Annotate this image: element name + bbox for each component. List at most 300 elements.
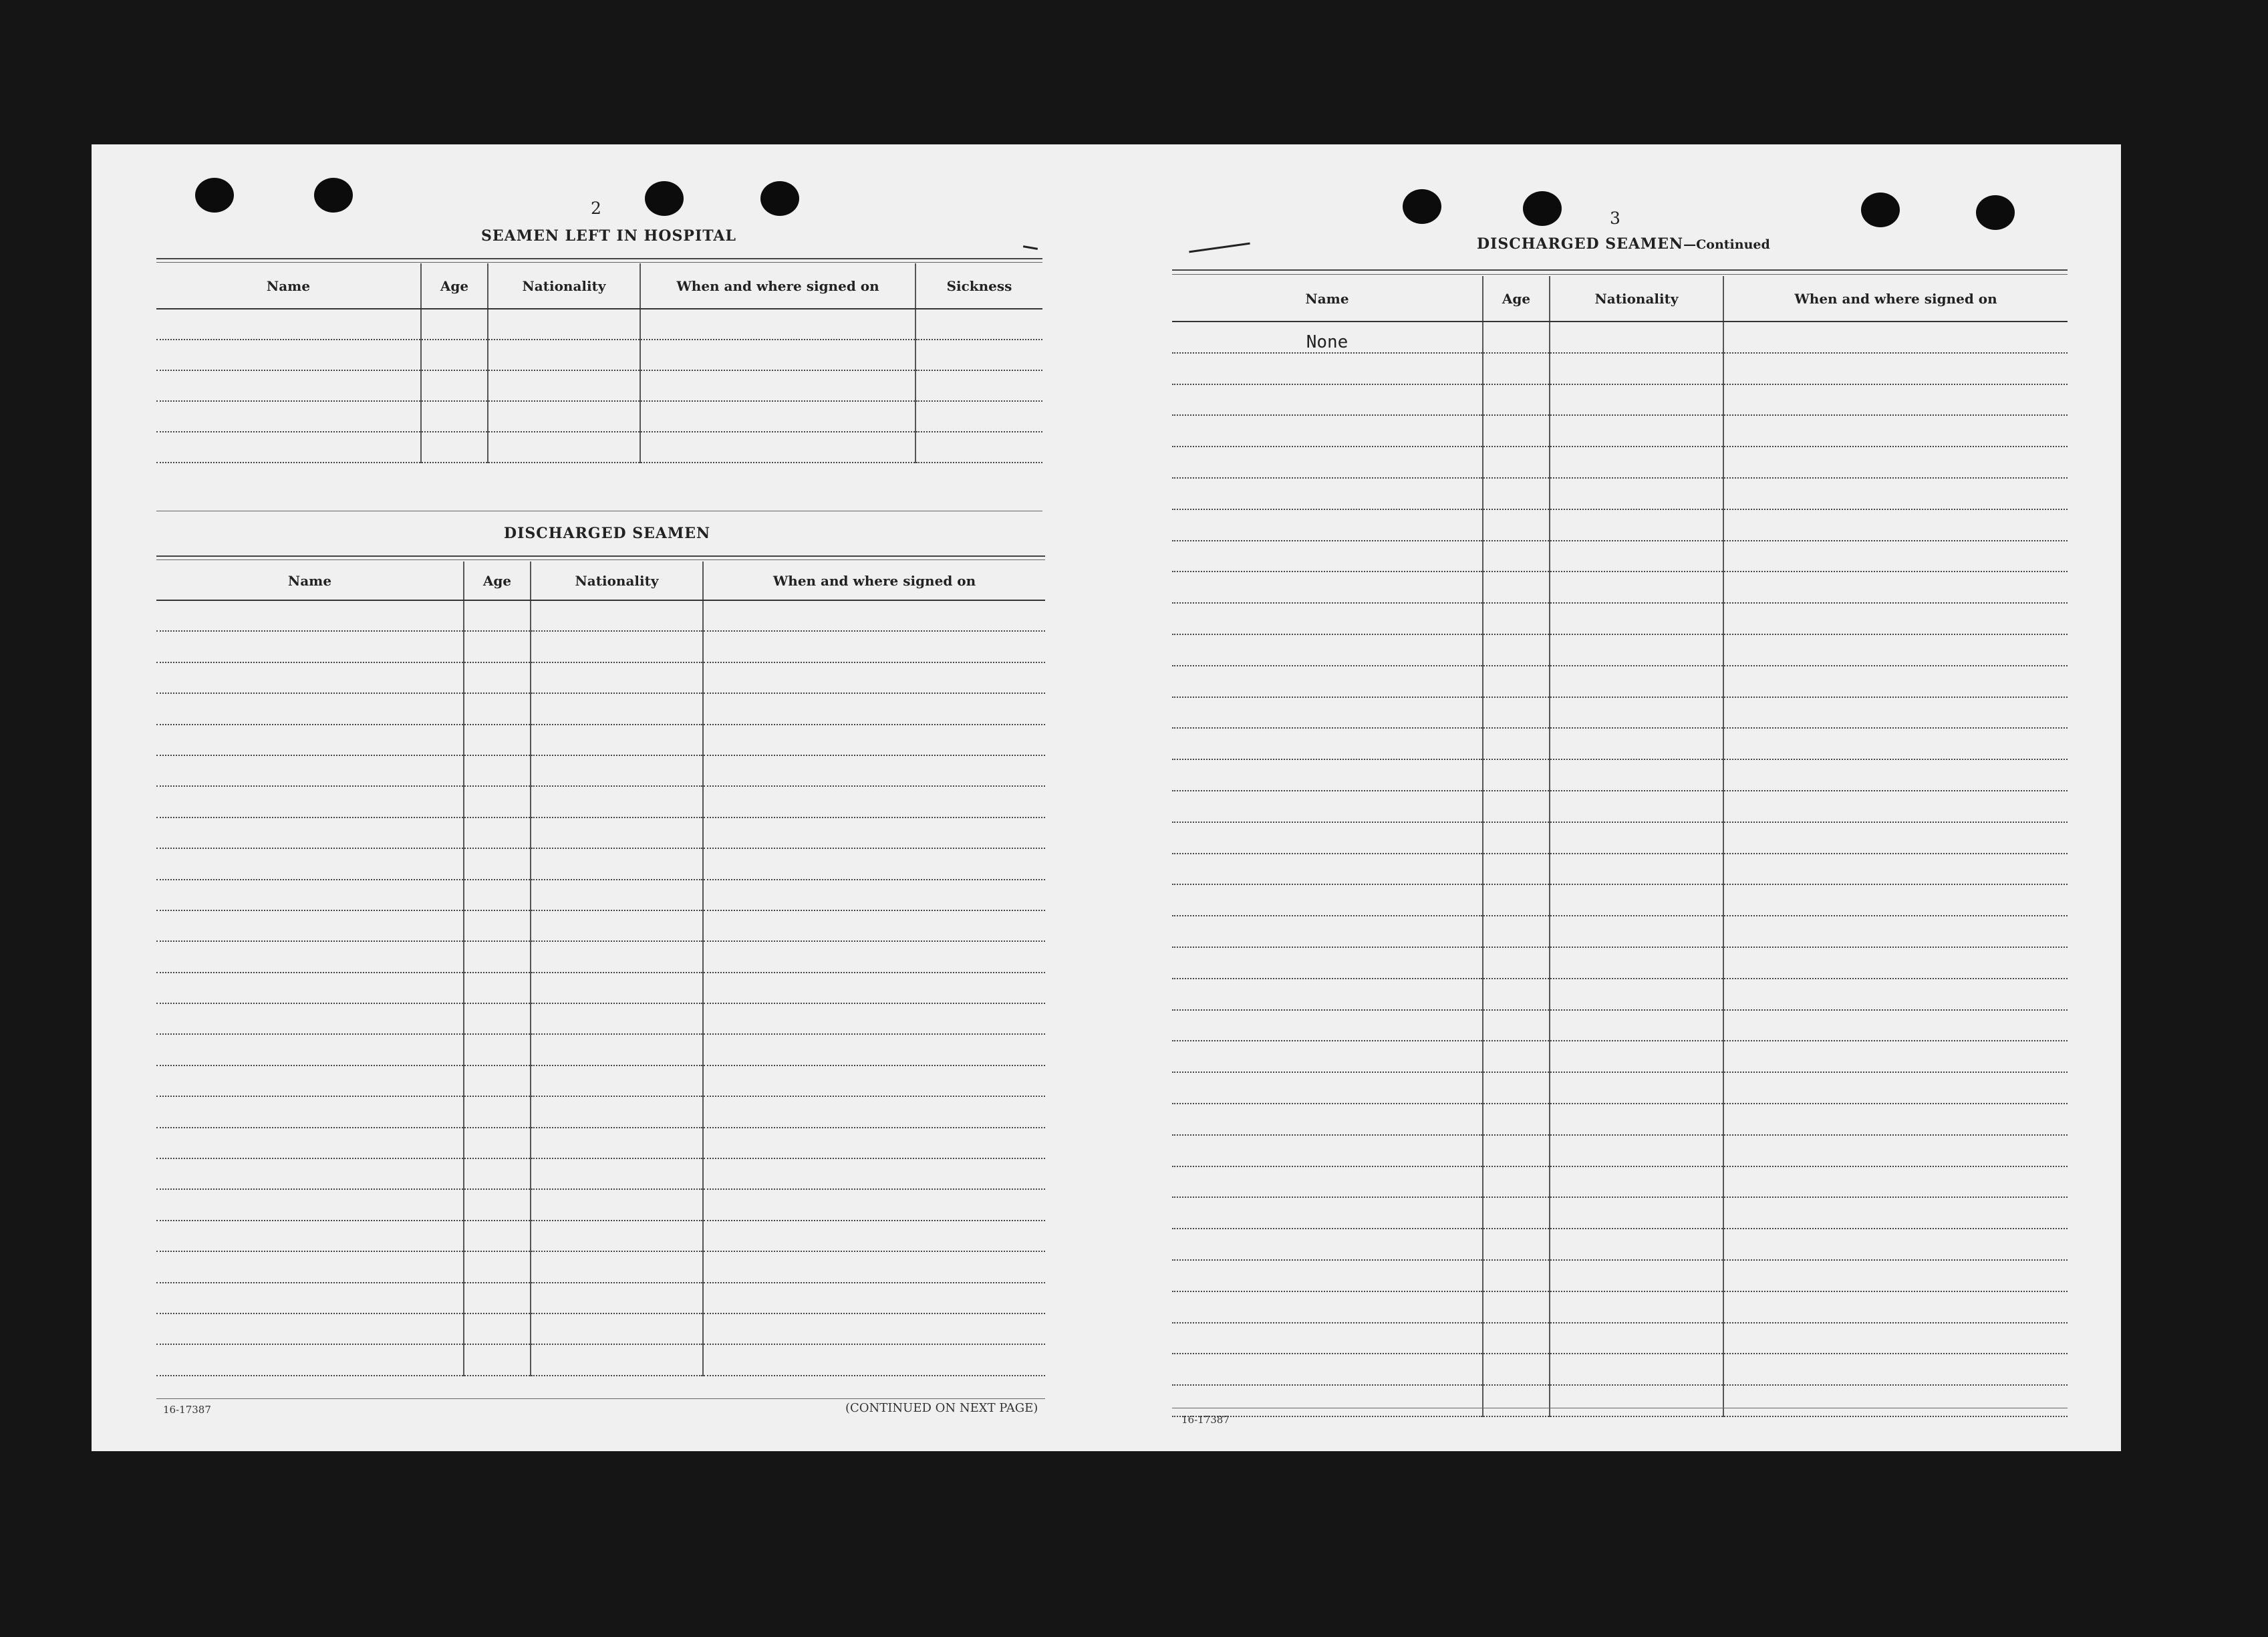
table-row — [1172, 1197, 2068, 1229]
table-cell — [531, 1034, 703, 1065]
discharged-bottom-rule — [156, 1398, 1045, 1399]
name-cell — [1172, 1260, 1483, 1291]
table-cell — [421, 370, 488, 401]
table-cell — [464, 1221, 531, 1251]
table-row — [1172, 1166, 2068, 1198]
table-cell — [1550, 1197, 1723, 1229]
table-cell — [703, 1251, 1045, 1282]
table-row — [1172, 884, 2068, 916]
name-cell — [1172, 603, 1483, 634]
name-cell — [1172, 666, 1483, 697]
table-cell — [488, 309, 640, 340]
name-cell — [1172, 1135, 1483, 1166]
table-cell — [531, 662, 703, 693]
name-cell — [156, 910, 464, 941]
col-header-name: Name — [156, 263, 421, 309]
table-row — [156, 786, 1045, 817]
table-row — [1172, 572, 2068, 603]
name-cell — [156, 755, 464, 786]
name-cell — [156, 941, 464, 972]
table-cell — [1723, 415, 2068, 447]
typed-entry: None — [1172, 322, 1483, 353]
table-cell — [464, 1096, 531, 1127]
table-cell — [464, 1003, 531, 1034]
name-cell — [156, 880, 464, 910]
table-cell — [531, 848, 703, 879]
table-cell — [1483, 1010, 1550, 1041]
table-row — [156, 1034, 1045, 1065]
table-cell — [1483, 1260, 1550, 1291]
table-cell — [531, 725, 703, 755]
table-cell — [1723, 979, 2068, 1010]
name-cell — [1172, 353, 1483, 384]
right-discharged-table — [1172, 276, 2068, 1417]
name-cell — [1172, 447, 1483, 478]
name-cell — [156, 1096, 464, 1127]
table-cell — [1550, 447, 1723, 478]
name-cell — [1172, 1104, 1483, 1135]
name-cell — [156, 1065, 464, 1096]
table-row — [156, 725, 1045, 755]
name-cell — [1172, 384, 1483, 416]
table-cell — [1550, 1041, 1723, 1072]
table-cell — [1483, 791, 1550, 822]
table-cell — [1550, 1166, 1723, 1198]
table-row — [1172, 759, 2068, 791]
table-cell — [1723, 1010, 2068, 1041]
name-cell — [156, 1003, 464, 1034]
table-row — [156, 817, 1045, 848]
table-cell — [703, 941, 1045, 972]
table-row — [1172, 1229, 2068, 1260]
table-cell — [1483, 666, 1550, 697]
col-header-name: Name — [156, 561, 464, 600]
page-number-right: 3 — [1610, 209, 1620, 228]
table-cell — [1483, 1166, 1550, 1198]
table-cell — [1723, 1197, 2068, 1229]
name-cell — [1172, 415, 1483, 447]
table-cell — [1483, 478, 1550, 509]
table-cell — [1723, 1385, 2068, 1416]
table-cell — [1550, 916, 1723, 947]
table-cell — [531, 973, 703, 1003]
table-cell — [464, 1283, 531, 1313]
table-cell — [1483, 322, 1550, 353]
table-cell — [703, 725, 1045, 755]
table-row — [1172, 1354, 2068, 1385]
table-cell — [1723, 947, 2068, 979]
table-row — [1172, 822, 2068, 854]
table-cell — [488, 340, 640, 370]
table-row — [156, 600, 1045, 631]
table-row — [156, 1128, 1045, 1158]
name-cell — [1172, 509, 1483, 541]
name-cell — [156, 1344, 464, 1375]
table-cell — [703, 817, 1045, 848]
table-row — [156, 1313, 1045, 1344]
table-cell — [703, 1065, 1045, 1096]
name-cell — [156, 1313, 464, 1344]
table-cell — [421, 432, 488, 463]
table-cell — [464, 755, 531, 786]
table-cell — [421, 401, 488, 432]
table-cell — [640, 370, 915, 401]
table-cell — [703, 755, 1045, 786]
right-section-title-text: DISCHARGED SEAMEN — [1477, 235, 1684, 253]
table-cell — [1550, 666, 1723, 697]
table-row — [1172, 603, 2068, 634]
table-cell — [531, 600, 703, 631]
page-number-left: 2 — [591, 199, 601, 218]
table-cell — [1550, 634, 1723, 666]
table-cell — [1723, 353, 2068, 384]
table-cell — [464, 941, 531, 972]
name-cell — [156, 725, 464, 755]
table-row — [156, 1065, 1045, 1096]
table-row — [156, 401, 1042, 432]
table-row — [1172, 979, 2068, 1010]
table-cell — [1550, 1354, 1723, 1385]
hospital-table — [156, 263, 1042, 463]
table-cell — [1483, 947, 1550, 979]
hospital-section-title: SEAMEN LEFT IN HOSPITAL — [481, 227, 736, 245]
col-header-name: Name — [1172, 276, 1483, 322]
table-row — [156, 631, 1045, 662]
form-number-right: 16-17387 — [1181, 1414, 1230, 1426]
table-cell — [1483, 979, 1550, 1010]
table-cell — [1483, 541, 1550, 572]
table-row — [156, 340, 1042, 370]
table-cell — [1550, 1229, 1723, 1260]
table-cell — [1723, 854, 2068, 885]
name-cell — [156, 631, 464, 662]
table-cell — [531, 1096, 703, 1127]
hospital-top-rule-2 — [156, 262, 1042, 263]
table-row — [1172, 1104, 2068, 1135]
table-cell — [464, 817, 531, 848]
table-cell — [1483, 1291, 1550, 1323]
table-cell — [464, 662, 531, 693]
table-cell — [464, 1189, 531, 1220]
table-cell — [915, 309, 1042, 340]
table-row — [1172, 322, 2068, 353]
name-cell — [156, 848, 464, 879]
table-row — [156, 910, 1045, 941]
table-cell — [1723, 1104, 2068, 1135]
table-cell — [640, 340, 915, 370]
table-row — [1172, 1291, 2068, 1323]
table-cell — [1550, 697, 1723, 729]
table-cell — [1483, 1072, 1550, 1104]
table-cell — [1550, 1010, 1723, 1041]
table-cell — [703, 693, 1045, 724]
table-cell — [1723, 478, 2068, 509]
table-cell — [915, 432, 1042, 463]
table-cell — [531, 693, 703, 724]
table-cell — [464, 1034, 531, 1065]
table-cell — [531, 1158, 703, 1189]
table-cell — [1550, 509, 1723, 541]
table-cell — [1550, 884, 1723, 916]
table-cell — [1723, 791, 2068, 822]
table-cell — [1483, 728, 1550, 759]
table-row — [156, 1251, 1045, 1282]
table-cell — [1723, 1323, 2068, 1354]
table-row — [1172, 697, 2068, 729]
punch-hole — [314, 178, 353, 213]
table-cell — [464, 1065, 531, 1096]
name-cell — [156, 1251, 464, 1282]
table-cell — [1550, 1291, 1723, 1323]
table-cell — [1483, 384, 1550, 416]
table-row — [1172, 1260, 2068, 1291]
col-header-nationality: Nationality — [488, 263, 640, 309]
right-section-title-suffix: —Continued — [1683, 237, 1770, 252]
name-cell — [1172, 979, 1483, 1010]
table-cell — [703, 1003, 1045, 1034]
table-cell — [1723, 509, 2068, 541]
continued-note: (CONTINUED ON NEXT PAGE) — [845, 1401, 1038, 1415]
table-row — [1172, 854, 2068, 885]
table-cell — [464, 848, 531, 879]
table-cell — [1550, 822, 1723, 854]
table-cell — [1723, 384, 2068, 416]
table-row — [156, 1221, 1045, 1251]
table-cell — [1550, 979, 1723, 1010]
name-cell — [1172, 1197, 1483, 1229]
name-cell — [1172, 884, 1483, 916]
table-cell — [1550, 603, 1723, 634]
table-row — [156, 1283, 1045, 1313]
table-cell — [531, 817, 703, 848]
table-cell — [1723, 1041, 2068, 1072]
table-cell — [703, 1221, 1045, 1251]
table-cell — [531, 755, 703, 786]
table-cell — [915, 340, 1042, 370]
table-cell — [488, 432, 640, 463]
table-row — [1172, 353, 2068, 384]
name-cell — [1172, 1072, 1483, 1104]
table-cell — [1723, 1354, 2068, 1385]
table-row — [1172, 384, 2068, 416]
punch-hole — [1976, 195, 2015, 230]
table-cell — [1483, 415, 1550, 447]
name-cell — [1172, 1229, 1483, 1260]
col-header-signed-on: When and where signed on — [1723, 276, 2068, 322]
table-row — [1172, 509, 2068, 541]
name-cell — [1172, 1166, 1483, 1198]
discharged-section-title: DISCHARGED SEAMEN — [504, 525, 711, 542]
col-header-age: Age — [464, 561, 531, 600]
table-cell — [531, 1221, 703, 1251]
table-row — [156, 848, 1045, 879]
table-cell — [1550, 572, 1723, 603]
table-cell — [464, 1128, 531, 1158]
name-cell — [1172, 1291, 1483, 1323]
punch-hole — [1861, 193, 1900, 227]
table-cell — [1550, 728, 1723, 759]
table-row — [1172, 634, 2068, 666]
name-cell — [1172, 1041, 1483, 1072]
table-cell — [703, 1189, 1045, 1220]
hospital-top-rule — [156, 258, 1042, 259]
table-row — [156, 432, 1042, 463]
col-header-signed-on: When and where signed on — [703, 561, 1045, 600]
name-cell — [1172, 1323, 1483, 1354]
name-cell — [156, 1189, 464, 1220]
table-row — [1172, 541, 2068, 572]
name-cell — [156, 973, 464, 1003]
table-cell — [1483, 447, 1550, 478]
table-cell — [1550, 1135, 1723, 1166]
name-cell — [1172, 759, 1483, 791]
table-row — [1172, 916, 2068, 947]
table-cell — [703, 1313, 1045, 1344]
name-cell — [156, 817, 464, 848]
table-cell — [1550, 1260, 1723, 1291]
table-cell — [1483, 353, 1550, 384]
table-cell — [703, 1128, 1045, 1158]
pen-mark — [1023, 245, 1038, 250]
table-cell — [703, 786, 1045, 817]
table-row — [1172, 1041, 2068, 1072]
table-cell — [1483, 572, 1550, 603]
name-cell — [156, 432, 421, 463]
table-cell — [703, 662, 1045, 693]
table-cell — [1483, 1323, 1550, 1354]
name-cell — [1172, 854, 1483, 885]
table-cell — [531, 786, 703, 817]
table-cell — [1723, 603, 2068, 634]
table-cell — [703, 1344, 1045, 1375]
table-cell — [531, 910, 703, 941]
table-cell — [464, 600, 531, 631]
table-row — [156, 370, 1042, 401]
name-cell — [156, 1283, 464, 1313]
table-row — [1172, 666, 2068, 697]
name-cell — [156, 600, 464, 631]
table-cell — [1483, 1135, 1550, 1166]
table-cell — [488, 401, 640, 432]
table-row — [156, 1189, 1045, 1220]
table-cell — [1483, 884, 1550, 916]
table-cell — [1483, 634, 1550, 666]
table-row — [1172, 728, 2068, 759]
col-header-sickness: Sickness — [915, 263, 1042, 309]
name-cell — [156, 1221, 464, 1251]
name-cell — [156, 693, 464, 724]
table-cell — [703, 600, 1045, 631]
table-cell — [1723, 666, 2068, 697]
table-cell — [531, 1283, 703, 1313]
form-number-left: 16-17387 — [163, 1404, 211, 1416]
name-cell — [1172, 822, 1483, 854]
table-cell — [703, 880, 1045, 910]
name-cell — [156, 1158, 464, 1189]
table-row — [156, 309, 1042, 340]
table-cell — [1723, 728, 2068, 759]
table-cell — [1723, 1229, 2068, 1260]
table-cell — [1723, 541, 2068, 572]
table-cell — [1550, 1072, 1723, 1104]
right-top-rule — [1172, 269, 2068, 271]
table-row — [1172, 478, 2068, 509]
name-cell — [1172, 478, 1483, 509]
punch-hole — [1403, 189, 1441, 224]
punch-hole — [760, 181, 799, 216]
name-cell — [156, 370, 421, 401]
name-cell — [1172, 1354, 1483, 1385]
name-cell — [1172, 1010, 1483, 1041]
pen-mark — [1189, 243, 1250, 253]
table-cell — [531, 1344, 703, 1375]
table-cell — [703, 1096, 1045, 1127]
table-cell — [703, 631, 1045, 662]
table-row — [156, 1096, 1045, 1127]
table-cell — [703, 910, 1045, 941]
table-cell — [421, 340, 488, 370]
name-cell — [156, 786, 464, 817]
table-cell — [1483, 1197, 1550, 1229]
table-row — [156, 880, 1045, 910]
document-page — [92, 144, 2121, 1451]
table-cell — [1483, 916, 1550, 947]
table-cell — [915, 370, 1042, 401]
table-cell — [464, 1344, 531, 1375]
name-cell — [1172, 1385, 1483, 1416]
name-cell — [156, 1034, 464, 1065]
right-top-rule-2 — [1172, 274, 2068, 275]
table-cell — [640, 401, 915, 432]
table-row — [1172, 1323, 2068, 1354]
col-header-signed-on: When and where signed on — [640, 263, 915, 309]
table-cell — [464, 1251, 531, 1282]
table-cell — [1550, 415, 1723, 447]
table-row — [1172, 1010, 2068, 1041]
table-cell — [1483, 1229, 1550, 1260]
table-cell — [1550, 1104, 1723, 1135]
punch-hole — [645, 181, 684, 216]
discharged-top-rule — [156, 555, 1045, 557]
table-cell — [464, 631, 531, 662]
table-cell — [1483, 603, 1550, 634]
table-cell — [1483, 1041, 1550, 1072]
name-cell — [1172, 728, 1483, 759]
table-row — [1172, 791, 2068, 822]
table-cell — [915, 401, 1042, 432]
table-cell — [1550, 759, 1723, 791]
table-cell — [1723, 634, 2068, 666]
punch-hole — [1523, 191, 1562, 226]
table-cell — [1723, 884, 2068, 916]
name-cell — [1172, 634, 1483, 666]
table-row — [156, 941, 1045, 972]
table-cell — [1723, 1291, 2068, 1323]
table-row — [156, 693, 1045, 724]
table-cell — [1550, 478, 1723, 509]
table-cell — [1550, 854, 1723, 885]
table-cell — [1483, 1385, 1550, 1416]
table-row — [156, 662, 1045, 693]
name-cell — [1172, 791, 1483, 822]
table-cell — [1550, 947, 1723, 979]
table-cell — [464, 725, 531, 755]
table-cell — [703, 848, 1045, 879]
table-row — [156, 755, 1045, 786]
table-cell — [703, 1283, 1045, 1313]
col-header-age: Age — [421, 263, 488, 309]
name-cell — [1172, 916, 1483, 947]
